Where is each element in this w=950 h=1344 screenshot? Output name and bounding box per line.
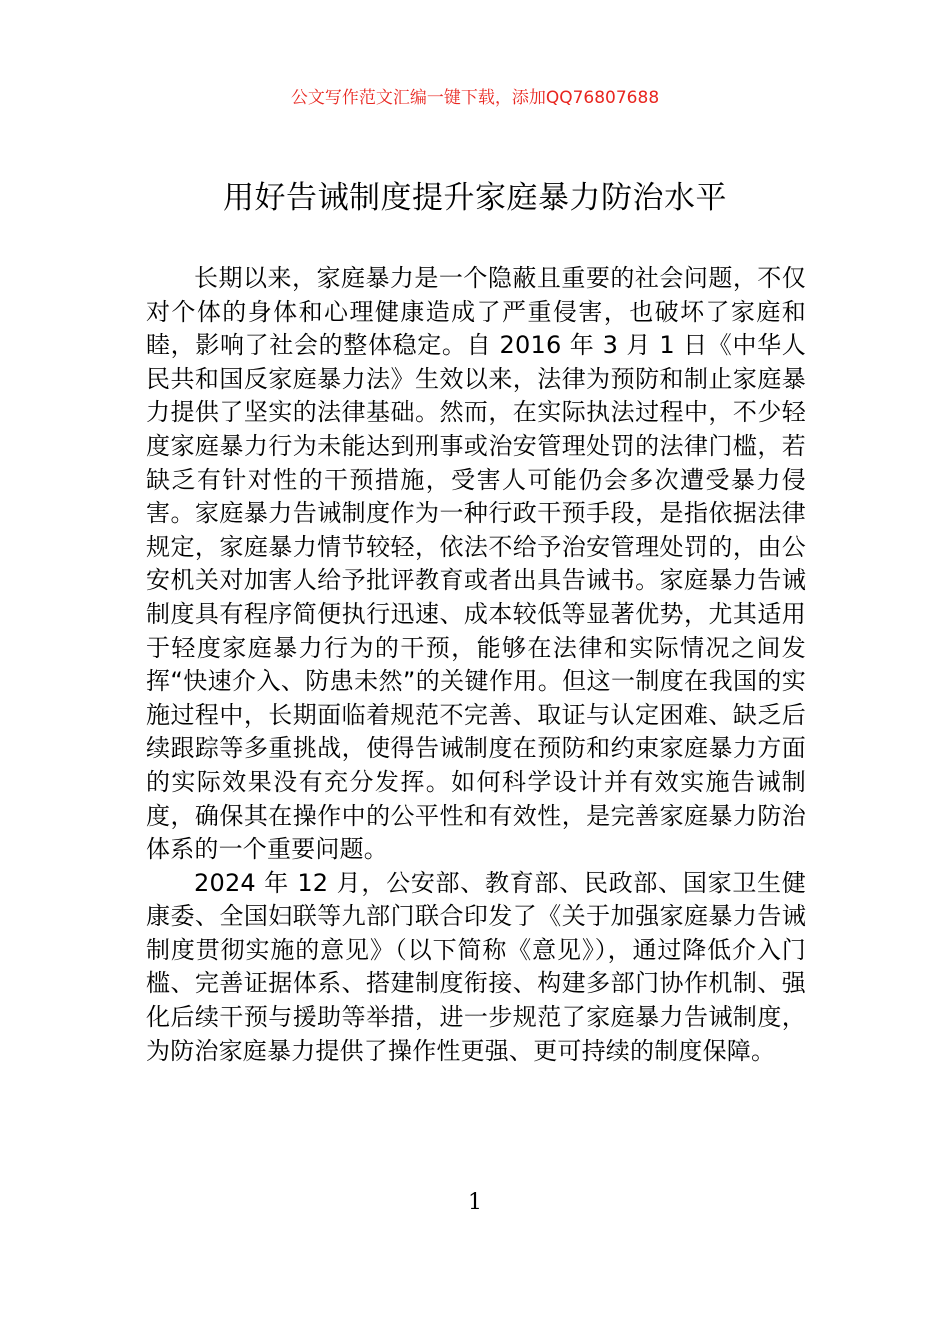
body-paragraph-2: 2024 年 12 月，公安部、教育部、民政部、国家卫生健康委、全国妇联等九部门联合印发了《关于加强家庭暴力告诫制度贯彻实施的意见》（以下简称《意见》），通过降低介入门槛、完善证据体系、搭建制度衔接、构建多部门协作机制、强化后续干预与援助等举措，进一步规范了家庭暴力告诫制度，为防治家庭暴力提供了操作性更强、更可持续的制度保障。: [146, 868, 806, 1065]
document-body: [146, 262, 806, 1068]
page-number: 1: [468, 1190, 482, 1215]
body-paragraph-1: 长期以来，家庭暴力是一个隐蔽且重要的社会问题，不仅对个体的身体和心理健康造成了严重侵害，也破坏了家庭和睦，影响了社会的整体稳定。自 2016 年 3 月 1 日《中华人民共和国反家庭暴力法》生效以来，法律为预防和制止家庭暴力提供了坚实的法律基础。然而，在实际执法过程中，不少轻度家庭暴力行为未能达到刑事或治安管理处罚的法律门槛，若缺乏有针对性的干预措施，受害人可能仍会多次遭受暴力侵害。家庭暴力告诫制度作为一种行政干预手段，是指依据法律规定，家庭暴力情节较轻，依法不给予治安管理处罚的，由公安机关对加害人给予批评教育或者出具告诫书。家庭暴力告诫制度具有程序简便执行迅速、成本较低等显著优势，尤其适用于轻度家庭暴力行为的干预，能够在法律和实际情况之间发挥“快速介入、防患未然”的关键作用。但这一制度在我国的实施过程中，长期面临着规范不完善、取证与认定困难、缺乏后续跟踪等多重挑战，使得告诫制度在预防和约束家庭暴力方面的实际效果没有充分发挥。如何科学设计并有效实施告诫制度，确保其在操作中的公平性和有效性，是完善家庭暴力防治体系的一个重要问题。: [146, 264, 806, 864]
header-download-note: 公文写作范文汇编一键下载，添加QQ76807688: [290, 88, 660, 108]
page-title: 用好告诫制度提升家庭暴力防治水平: [223, 180, 727, 216]
